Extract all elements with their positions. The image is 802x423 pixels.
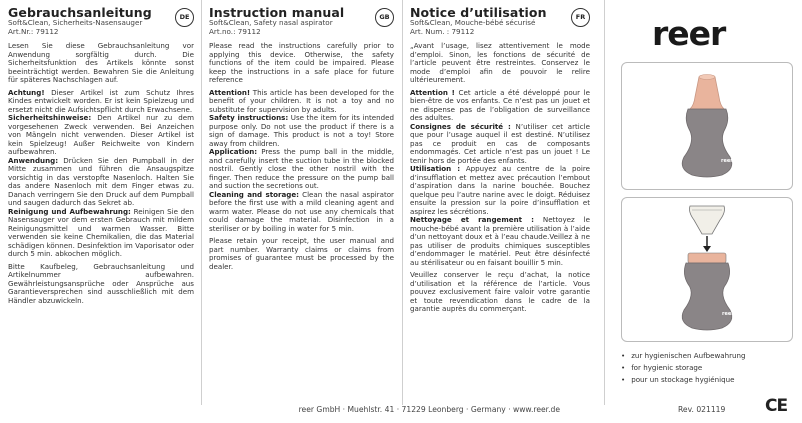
- product-name: Soft&Clean, Sicherheits-Nasensauger: [8, 18, 143, 27]
- safety-paragraph: [8, 114, 194, 157]
- cleaning-paragraph: [8, 208, 194, 259]
- nasal-aspirator-illustration: [622, 63, 792, 189]
- use-label: Application:: [209, 147, 258, 156]
- attention-paragraph: [209, 89, 394, 115]
- use-label: Anwendung:: [8, 155, 59, 165]
- attention-label: Achtung!: [8, 87, 45, 97]
- cleaning-paragraph: [410, 216, 590, 267]
- safety-paragraph: [410, 123, 590, 166]
- ce-mark: CE: [765, 396, 788, 416]
- revision-number: Rev. 021119: [678, 405, 726, 414]
- warranty-paragraph: Please retain your receipt, the user manual and part number. Warranty claims or claims from promises of guarantee must be processed by the dealer.: [209, 236, 394, 271]
- use-paragraph: [410, 165, 590, 216]
- bulb-brand-mark: reer: [722, 311, 734, 317]
- safety-text: N’utiliser cet article que pour l’usage auquel il est destiné. N’utilisez pas ce produit en cas de composants endommagés. Cet article n’est pas un jouet ! Le tenir hors de portée des enfants.: [410, 121, 590, 165]
- section-body: [8, 42, 194, 305]
- section-title: Instruction manual: [209, 6, 345, 20]
- attention-paragraph: [410, 89, 590, 123]
- bulb-brand-mark: reer: [721, 158, 733, 164]
- use-label: Utilisation :: [410, 164, 461, 173]
- attention-paragraph: [8, 89, 194, 115]
- feature-item: • zur hygienischen Aufbewahrung: [621, 350, 746, 362]
- cleaning-label: Cleaning and storage:: [209, 189, 299, 199]
- aspirator-bulb-shape: [682, 263, 732, 330]
- aspirator-bulb-shape: [682, 109, 732, 177]
- section-body: [410, 42, 590, 314]
- article-number: Art.no.: 79112: [209, 26, 261, 36]
- section-title: Notice d’utilisation: [410, 6, 547, 20]
- column-divider: [402, 0, 403, 405]
- attention-text: This article has been developed for the benefit of your children. It is not a toy and no substitute for supervision by adults.: [209, 87, 394, 114]
- intro-paragraph: „Avant l’usage, lisez attentivement le mode d’emploi. Sinon, les fonctions de sécurité de l’article peuvent être restreintes. Conservez le mode d’emploi afin de pouvoir le relire ultérieurement.: [410, 41, 590, 84]
- article-number: Art. Num. : 79112: [410, 26, 475, 36]
- language-badge: GB: [375, 8, 394, 27]
- arrow-head-icon: [703, 246, 711, 252]
- safety-text: Use the item for its intended purpose only. Do not use the product if there is a sign of damage. This product is not a toy! Store away from children.: [209, 113, 394, 148]
- use-text: Press the pump ball in the middle, and carefully insert the suction tube in the blocked nostril. Gently close the other nostril with the finger. Then reduce the pressure on the pump ball and suction the secretions out.: [209, 147, 394, 190]
- attention-label: Attention!: [209, 87, 251, 97]
- cleaning-text: Reinigen Sie den Nasensauger vor dem ersten Gebrauch mit mildem Reinigungsmittel und warmen Wasser. Bitte verwenden sie keine Chemikalien, die das Material schädigen können. Desinfektion im Vaporisator oder durch 5 min. abkochen möglich.: [8, 206, 194, 258]
- cleaning-paragraph: [209, 191, 394, 234]
- collar-shape: [688, 253, 726, 263]
- column-german: [8, 6, 194, 401]
- safety-label: Consignes de sécurité :: [410, 121, 511, 131]
- aspirator-tip-end: [699, 75, 715, 80]
- column-divider: [604, 0, 605, 405]
- safety-label: Sicherheitshinweise:: [8, 113, 92, 122]
- article-number: Art.Nr.: 79112: [8, 26, 59, 36]
- warranty-paragraph: Bitte Kaufbeleg, Gebrauchsanleitung und Artikelnummer aufbewahren. Gewährleistungsansprüche oder Ansprüche aus Garantieversprechen sind ausschließlich mit dem Händler abzuwickeln.: [8, 261, 194, 305]
- cleaning-label: Reinigung und Aufbewahrung:: [8, 206, 131, 216]
- language-badge: DE: [175, 8, 194, 27]
- cleaning-text: Clean the nasal aspirator before the first use with a mild cleaning agent and warm water. Please do not use any chemicals that could damage the material. Disinfection in a steriliser or by boiling in water for 5 min.: [209, 189, 394, 233]
- column-french: [410, 6, 590, 401]
- feature-list: [621, 350, 746, 386]
- aspirator-with-cap-illustration: [622, 198, 792, 341]
- section-header: [410, 6, 590, 42]
- safety-label: Safety instructions:: [209, 113, 289, 122]
- company-address: reer GmbH · Muehlstr. 41 · 71229 Leonberg · Germany · www.reer.de: [298, 405, 560, 414]
- intro-paragraph: Lesen Sie diese Gebrauchsanleitung vor Anwendung sorgfältig durch. Die Sicherheitsfunktion des Artikels könnte sonst beeinträchtigt werden. Bewahren Sie die Anleitung für späteres Nachschlagen auf.: [8, 41, 194, 84]
- attention-label: Attention !: [410, 87, 455, 97]
- section-header: [209, 6, 394, 42]
- product-name: Soft&Clean, Safety nasal aspirator: [209, 18, 333, 27]
- use-paragraph: [8, 157, 194, 208]
- safety-text: Den Artikel nur zu dem vorgesehenen Zweck verwenden. Bei Anzeichen von Mängeln nicht verwenden. Dieser Artikel ist kein Spielzeug! Außer Reichweite von Kindern aufbewahren.: [8, 113, 194, 156]
- product-image-frame: [621, 62, 793, 190]
- section-body: [209, 42, 394, 271]
- brand-logo: reer: [652, 14, 726, 53]
- column-english: [209, 6, 394, 401]
- cleaning-text: Nettoyez le mouche-bébé avant la première utilisation à l’aide d’un nettoyant doux et à l’eau chaude.Veillez à ne pas utiliser de produits chimiques susceptibles d’endommager le matériel. Peut être désinfecté au stérilisateur ou en faisant bouillir 5 min.: [410, 215, 590, 267]
- use-text: Appuyez au centre de la poire d’insufflation et mettez avec précaution l’embout d’aspiration dans la narine bouchée. Bouchez quelque peu l’autre narine avec le doigt. Réduisez ensuite la pression sur la poire d’insufflation et aspirez les sécrétions.: [410, 164, 590, 216]
- cleaning-label: Nettoyage et rangement :: [410, 215, 534, 224]
- attention-text: Dieser Artikel ist zum Schutz Ihres Kindes entwickelt worden. Er ist kein Spielzeug und ersetzt nicht die Aufsichtspflicht durch Erwachsene.: [8, 87, 194, 114]
- language-badge: FR: [571, 8, 590, 27]
- column-divider: [201, 0, 202, 405]
- aspirator-tip-shape: [690, 77, 724, 109]
- intro-paragraph: Please read the instructions carefully prior to applying this device. Otherwise, the safety functions of the item could be impaired. Please keep the instructions in a safe place for future reference: [209, 41, 394, 84]
- feature-item: • for hygienic storage: [621, 362, 746, 374]
- attention-text: Cet article a été développé pour le bien-être de vos enfants. Ce n’est pas un jouet et ne dispense pas de l’obligation de surveillance des adultes.: [410, 87, 590, 122]
- warranty-paragraph: Veuillez conserver le reçu d’achat, la notice d’utilisation et la référence de l’article. Vous pouvez exclusivement faire valoir votre garantie et toute revendication dans le cadre de la garantie auprès du commerçant.: [410, 270, 590, 313]
- section-title: Gebrauchsanleitung: [8, 6, 152, 20]
- feature-item: • pour un stockage hygiénique: [621, 374, 746, 386]
- product-image-frame-with-cap: [621, 197, 793, 342]
- safety-paragraph: [209, 114, 394, 148]
- product-name: Soft&Clean, Mouche-bébé sécurisé: [410, 18, 536, 27]
- use-text: Drücken Sie den Pumpball in der Mitte zusammen und führen die Ansaugspitze vorsichtig in das verstopfte Nasenloch. Halten Sie das andere Nasenloch mit dem Finger etwas zu. Danach verringern Sie den Druck auf dem Pumpball und saugen dadurch das Sekret ab.: [8, 155, 194, 207]
- section-header: [8, 6, 194, 42]
- use-paragraph: [209, 148, 394, 191]
